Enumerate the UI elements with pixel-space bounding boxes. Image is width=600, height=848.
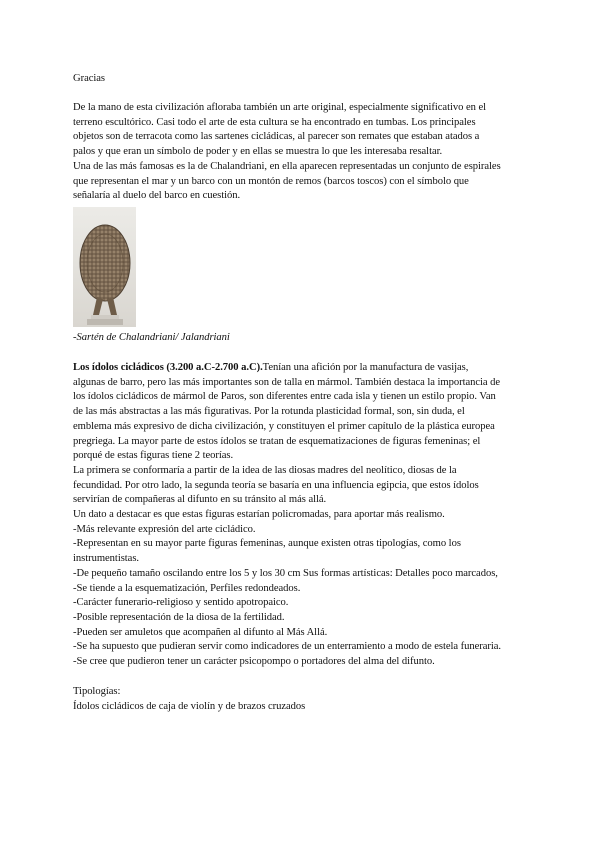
idolos-first-line-text: Tenían una afición por la manufactura de vasijas, bbox=[262, 362, 469, 373]
page-heading: Gracias bbox=[73, 73, 106, 84]
tipologias-label: Tipologías: bbox=[73, 686, 121, 697]
intro-line: Una de las más famosas es la de Chalandriani, en ella aparecen representadas un conjunto de espirales bbox=[73, 160, 501, 172]
intro-paragraph bbox=[73, 101, 501, 204]
figure-caption: -Sartén de Chalandriani/ Jalandriani bbox=[73, 332, 230, 343]
bullet-item: -Carácter funerario-religioso y sentido apotropaico. bbox=[73, 597, 289, 609]
bullet-item: -Se ha supuesto que pudieran servir como indicadores de un enterramiento a modo de estela funeraria. bbox=[73, 641, 502, 653]
idolos-line: pregriega. La mayor parte de estos ídolos se tratan de esquematizaciones de figuras femeninas; el bbox=[73, 435, 481, 447]
idolos-line: de las más abstractas a las más figurativas. Por la rotunda plasticidad formal, son, sin duda, el bbox=[73, 406, 465, 418]
bullet-item: instrumentistas. bbox=[73, 553, 139, 565]
idolos-line: fecundidad. Por otro lado, la segunda teoría se basaría en una influencia egipcia, que estos ídolos bbox=[73, 479, 479, 491]
idolos-line: servirían de compañeras al difunto en su tránsito al más allá. bbox=[73, 494, 327, 506]
idolos-section bbox=[73, 361, 501, 670]
bullet-item: -De pequeño tamaño oscilando entre los 5 y los 30 cm Sus formas artísticas: Detalles poco marcados, bbox=[73, 567, 498, 579]
intro-line: terreno escultórico. Casi todo el arte de esta cultura se ha encontrado en tumbas. Los principales bbox=[73, 116, 476, 128]
idolos-line: La primera se conformaría a partir de la idea de las diosas madres del neolítico, diosas de la bbox=[73, 464, 457, 476]
bullet-item: -Se cree que pudieron tener un carácter psicopompo o portadores del alma del difunto. bbox=[73, 656, 435, 668]
idolos-line: porqué de estas figuras tiene 2 teorías. bbox=[73, 450, 234, 462]
idolos-first-line bbox=[73, 361, 501, 376]
intro-line: palos y que eran un símbolo de poder y en ellas se muestra lo que les interesaba resaltar. bbox=[73, 146, 443, 158]
intro-line: que representan el mar y un barco con un montón de remos (barcos toscos) con el símbolo que bbox=[73, 175, 469, 187]
idolos-line: emblema más expresivo de dicha civilización, y constituyen el primer capítulo de la plástica europea bbox=[73, 420, 495, 432]
bullet-item: -Representan en su mayor parte figuras femeninas, aunque existen otras tipologías, como los bbox=[73, 538, 461, 550]
tipologias-item: Ídolos cicládicos de caja de violín y de brazos cruzados bbox=[73, 701, 306, 712]
bullet-item: -Pueden ser amuletos que acompañen al difunto al Más Allá. bbox=[73, 626, 328, 638]
intro-line: señalaría al duelo del barco en cuestión. bbox=[73, 190, 241, 202]
intro-line: objetos son de terracota como las sartenes cicládicas, al parecer son remates que estaban atados a bbox=[73, 131, 480, 143]
sarten-chalandriani-photo bbox=[73, 207, 136, 327]
idolos-line: algunas de barro, pero las más importantes son de talla en mármol. También destaca la importancia de bbox=[73, 376, 501, 388]
idolos-title: Los ídolos cicládicos (3.200 a.C-2.700 a.C). bbox=[73, 362, 263, 373]
bullet-item: -Más relevante expresión del arte cicládico. bbox=[73, 523, 256, 535]
intro-line: De la mano de esta civilización afloraba también un arte original, especialmente significativo en el bbox=[73, 102, 486, 113]
bullet-item: -Se tiende a la esquematización, Perfiles redondeados. bbox=[73, 582, 301, 594]
terracotta-frying-pan-image bbox=[73, 207, 136, 327]
idolos-line: los ídolos cicládicos de mármol de Paros, son diferentes entre cada isla y tienen un estilo propio. Van bbox=[73, 391, 496, 403]
bullet-item: -Posible representación de la diosa de la fertilidad. bbox=[73, 611, 285, 623]
idolos-line: Un dato a destacar es que estas figuras estarían policromadas, para aportar más realismo. bbox=[73, 509, 445, 521]
